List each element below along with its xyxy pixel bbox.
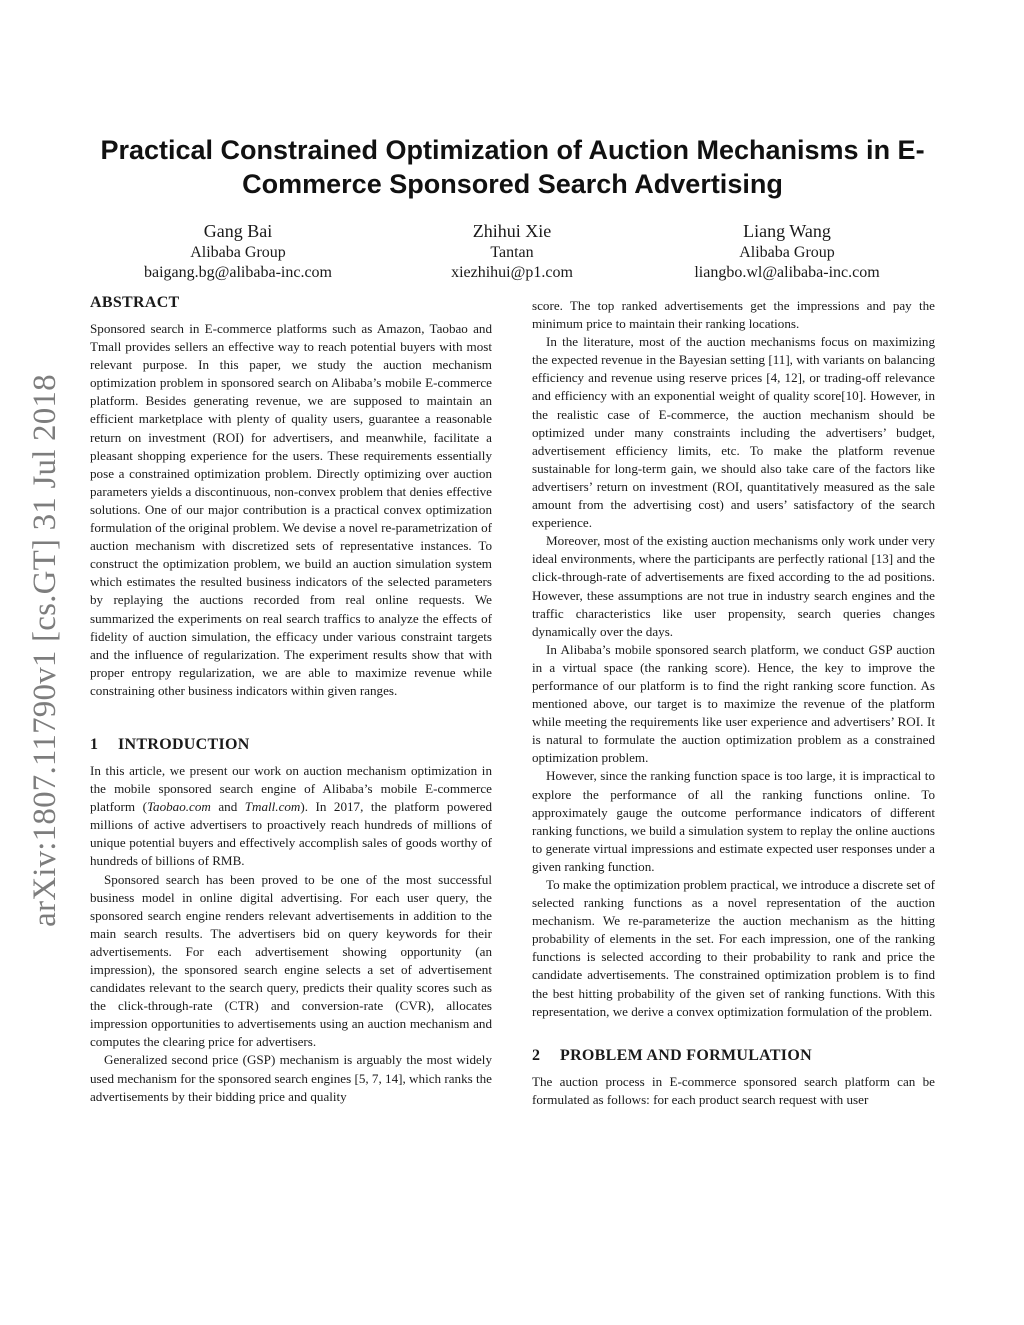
author-email: liangbo.wl@alibaba-inc.com [694,264,880,281]
author-email: xiezhihui@p1.com [451,264,573,281]
right-column [532,297,935,1109]
section-2-heading [532,1045,935,1067]
abstract-heading: ABSTRACT [90,294,180,311]
author-block-2 [382,219,642,283]
body-paragraph: In the literature, most of the auction mechanisms focus on maximizing the expected revenue in the Bayesian setting [11], with variants on balancing efficiency and revenue using reserve prices [4, 12], or trading-off relevance and efficiency with an exponential weight of quality score[10]. However, in the realistic case of E-commerce, the auction mechanism should be optimized under many constraints including the advertisers’ budget, advertisement efficiency limits, etc. To make the platform revenue sustainable for long-term gain, we should also take care of the factors like advertisers’ return on investment (ROI, quantitatively measured as the sale amount from the advertising cost) and users’ satisfactory of the search experience. [532,334,935,531]
intro-paragraph-2: Sponsored search has been proved to be one of the most successful business model in online digital advertising. For each user query, the sponsored search engine renders relevant advertisements in addition to the main search results. The advertisers bid on query keywords for their advertisements. For each advertisement showing opportunity (an impression), the sponsored search engine selects a set of advertisement candidates relevant to the search query, predicts their quality scores such as the click-through-rate (CTR) and conversion-rate (CVR), allocates impression opportunities to advertisements using an auction mechanism and computes the clearing price for advertisers. [90,871,492,1050]
body-paragraph: Moreover, most of the existing auction mechanisms only work under very ideal environments, where the participants are perfectly rational [13] and the click-through-rate of advertisements are fixed according to the ad positions. However, these assumptions are not true in industry search engines and the traffic characteristics like user propensity, search queries changes dynamically over the days. [532,533,935,639]
section-number: 2 [532,1046,541,1064]
author-name: Liang Wang [743,221,831,241]
author-name: Zhihui Xie [472,221,552,241]
arxiv-identifier [22,350,68,950]
section-number: 1 [90,735,99,753]
author-affiliation: Alibaba Group [190,244,286,261]
intro-paragraph-1 [90,762,492,871]
body-paragraph: In Alibaba’s mobile sponsored search platform, we conduct GSP auction in a virtual space (the ranking score). Hence, the key to improve the performance of our platform is to find the right ranking score function. As mentioned above, our target is to maximize the revenue of the platform while meeting the requirements like user experience and advertisers’ ROI. It is natural to formulate the auction optimization problem as a constrained optimization problem. [532,641,935,766]
author-block-3 [657,219,917,283]
site-name: Taobao.com [146,799,211,815]
section-title: INTRODUCTION [118,735,250,753]
author-affiliation: Alibaba Group [739,244,835,261]
left-column [90,292,492,1106]
intro-heading [90,734,492,756]
section-title: PROBLEM AND FORMULATION [560,1046,812,1064]
author-name: Gang Bai [203,221,273,241]
intro-paragraph-3: Generalized second price (GSP) mechanism is arguably the most widely used mechanism for the sponsored search engines [5, 7, 14], which ranks the advertisements by their bidding price and quality [90,1052,492,1104]
body-paragraph: However, since the ranking function space is too large, it is impractical to explore the performance of all the ranking functions online. To approximately gauge the outcome performance indicators of different ranking functions, we build a simulation system to replay the online auctions to generate virtual impressions and estimate expected user responses under a given ranking function. [532,768,935,874]
text-run: In this article, we present our work on auction mechanism optimization in the mobile sponsored search engine of Alibaba’s mobile E-commerce platform ( [90,762,492,815]
paper-title: Practical Constrained Optimization of Auction Mechanisms in E-Commerce Sponsored Search Advertising [100,135,925,199]
site-name: Tmall.com [244,799,301,815]
arxiv-identifier-text: arXiv:1807.11790v1 [cs.GT] 31 Jul 2018 [26,373,63,927]
body-paragraph: score. The top ranked advertisements get the impressions and pay the minimum price to maintain their ranking locations. [532,298,935,332]
author-email: baigang.bg@alibaba-inc.com [144,264,332,281]
text-run: ). In 2017, the platform powered millions of active advertisers to proactively reach hundreds of millions of unique potential buyers and effectively accomplish sales of goods worthy of hundreds of billions of RMB. [90,799,492,869]
abstract-text: Sponsored search in E-commerce platforms such as Amazon, Taobao and Tmall provides sellers an effective way to reach potential buyers with most relevant purpose. In this paper, we study the auction mechanism optimization problem in sponsored search on Alibaba’s mobile E-commerce platform. Besides generating revenue, we are supposed to maintain an efficient marketplace with plenty of quality users, guarantee a reasonable return on investment (ROI) for advertisers, and meanwhile, facilitate a pleasant shopping experience for the users. These requirements essentially pose a constrained optimization problem. Directly optimizing over auction parameters yields a discontinuous, non-convex problem that denies effective solutions. One of our major contribution is a practical convex optimization formulation of the original problem. We devise a novel re-parametrization of auction mechanism with discretized sets of representative instances. To construct the optimization problem, we build an auction simulation system which estimates the resulted business indicators of the selected parameters by replaying the auctions recorded from real online requests. We summarized the experiments on real search traffics to analyze the effects of fidelity of auction simulation, the efficacy under various constraint targets and the influence of regularization. The experiment results show that with proper entropy regularization, we are able to maximize revenue while constraining other business indicators within given ranges. [90,321,492,698]
text-run: and [210,799,245,815]
body-paragraph: To make the optimization problem practical, we introduce a discrete set of selected ranking functions as a novel representation of the auction mechanism. We re-parameterize the auction mechanism as the hitting probability of elements in the set. For each impression, one of the ranking functions is selected according to their probability to rank and price the candidate advertisements. The constrained optimization problem is to find the best hitting probability of the given set of ranking functions. With this representation, we derive a convex optimization formulation of the problem. [532,877,935,1019]
author-block-1 [108,219,368,283]
section-2-paragraph: The auction process in E-commerce sponsored search platform can be formulated as follows: for each product search request with user [532,1073,935,1107]
author-affiliation: Tantan [490,244,534,261]
